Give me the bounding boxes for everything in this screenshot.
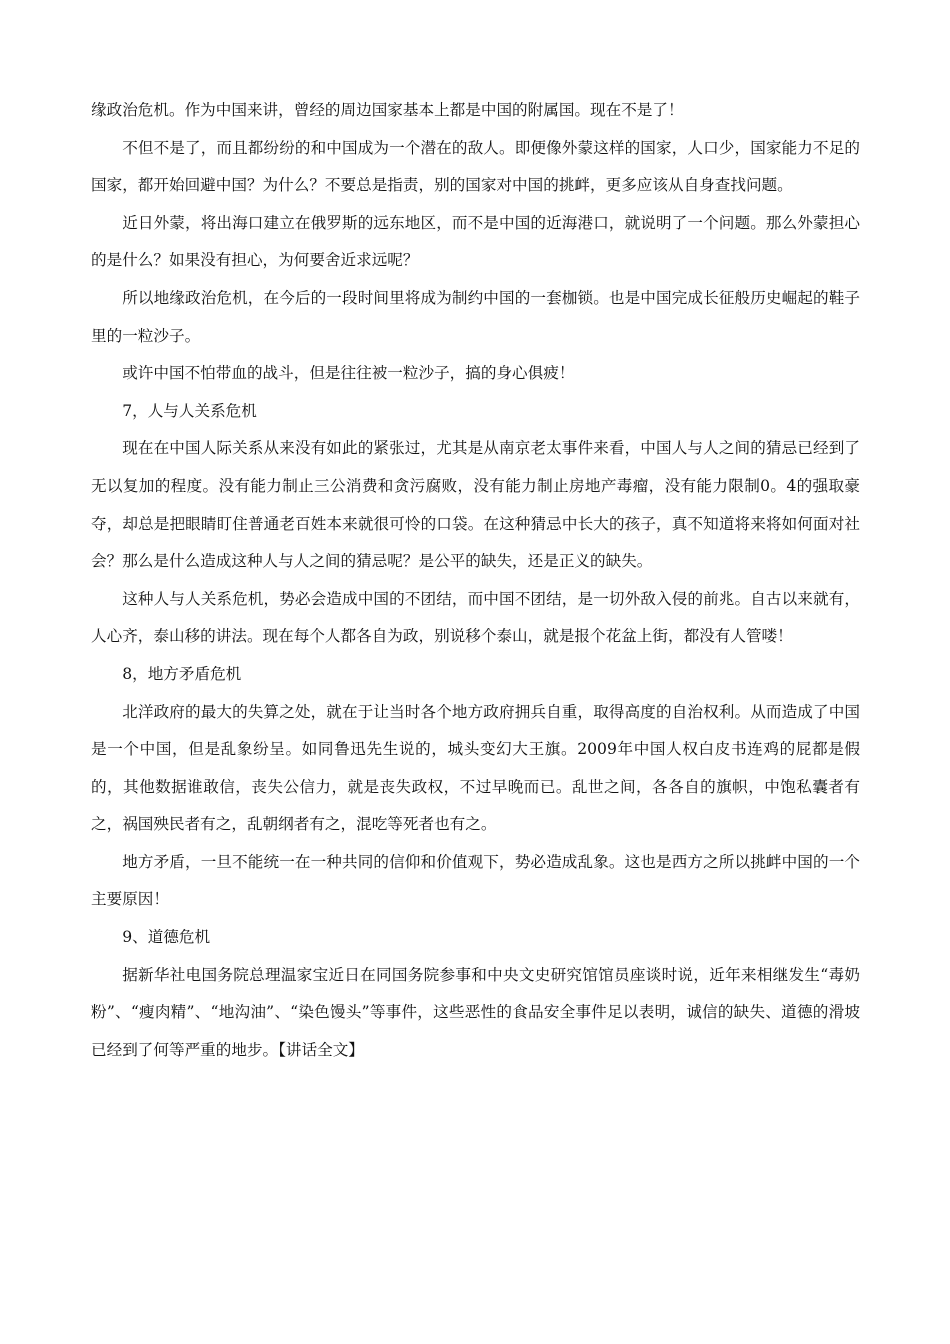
paragraph-local-conflict: 地方矛盾，一旦不能统一在一种共同的信仰和价值观下，势必造成乱象。这也是西方之所以挑衅中国的一个主要原因！ <box>91 852 860 909</box>
paragraph-shackles: 所以地缘政治危机，在今后的一段时间里将成为制约中国的一套枷锁。也是中国完成长征般历史崛起的鞋子里的一粒沙子。 <box>91 288 860 345</box>
paragraph-outer-mongolia-port: 近日外蒙，将出海口建立在俄罗斯的远东地区，而不是中国的近海港口，就说明了一个问题。那么外蒙担心的是什么？如果没有担心，为何要舍近求远呢？ <box>91 213 860 270</box>
paragraph-potential-enemies: 不但不是了，而且都纷纷的和中国成为一个潜在的敌人。即便像外蒙这样的国家，人口少，国家能力不足的国家，都开始回避中国？为什么？不要总是指责，别的国家对中国的挑衅，更多应该从自身查找问题。 <box>91 138 860 195</box>
paragraph-grain-of-sand: 或许中国不怕带血的战斗，但是往往被一粒沙子，搞的身心俱疲！ <box>122 364 575 383</box>
section-heading-7: 7，人与人关系危机 <box>122 401 257 420</box>
paragraph-disunity: 这种人与人关系危机，势必会造成中国的不团结，而中国不团结，是一切外敌入侵的前兆。自古以来就有，人心齐，泰山移的讲法。现在每个人都各自为政，别说移个泰山，就是报个花盆上街，都没有人管喽！ <box>91 589 860 646</box>
document-body <box>91 92 860 1069</box>
section-heading-8: 8，地方矛盾危机 <box>122 664 242 683</box>
section-heading-9: 9、道德危机 <box>122 928 211 947</box>
paragraph-geopolitical-crisis-end: 缘政治危机。作为中国来讲，曾经的周边国家基本上都是中国的附属国。现在不是了！ <box>91 101 684 119</box>
paragraph-beiyang-government: 北洋政府的最大的失算之处，就在于让当时各个地方政府拥兵自重，取得高度的自治权利。从而造成了中国是一个中国，但是乱象纷呈。如同鲁迅先生说的，城头变幻大王旗。2009年中国人权白皮书连鸡的屁都是假的，其他数据谁敢信，丧失公信力，就是丧失政权，不过早晚而已。乱世之间，各各自的旗帜，中饱私囊者有之，祸国殃民者有之，乱朝纲者有之，混吃等死者也有之。 <box>91 702 860 834</box>
paragraph-interpersonal-tension: 现在在中国人际关系从来没有如此的紧张过，尤其是从南京老太事件来看，中国人与人之间的猜忌已经到了无以复加的程度。没有能力制止三公消费和贪污腐败，没有能力制止房地产毒瘤，没有能力限制0。4的强取豪夺，却总是把眼睛盯住普通老百姓本来就很可怜的口袋。在这种猜忌中长大的孩子，真不知道将来将如何面对社会？那么是什么造成这种人与人之间的猜忌呢？是公平的缺失，还是正义的缺失。 <box>91 439 860 571</box>
paragraph-moral-crisis: 据新华社电国务院总理温家宝近日在同国务院参事和中央文史研究馆馆员座谈时说，近年来相继发生“毒奶粉”、“瘦肉精”、“地沟油”、“染色馒头”等事件，这些恶性的食品安全事件足以表明，诚信的缺失、道德的滑坡已经到了何等严重的地步。【讲话全文】 <box>91 965 860 1059</box>
